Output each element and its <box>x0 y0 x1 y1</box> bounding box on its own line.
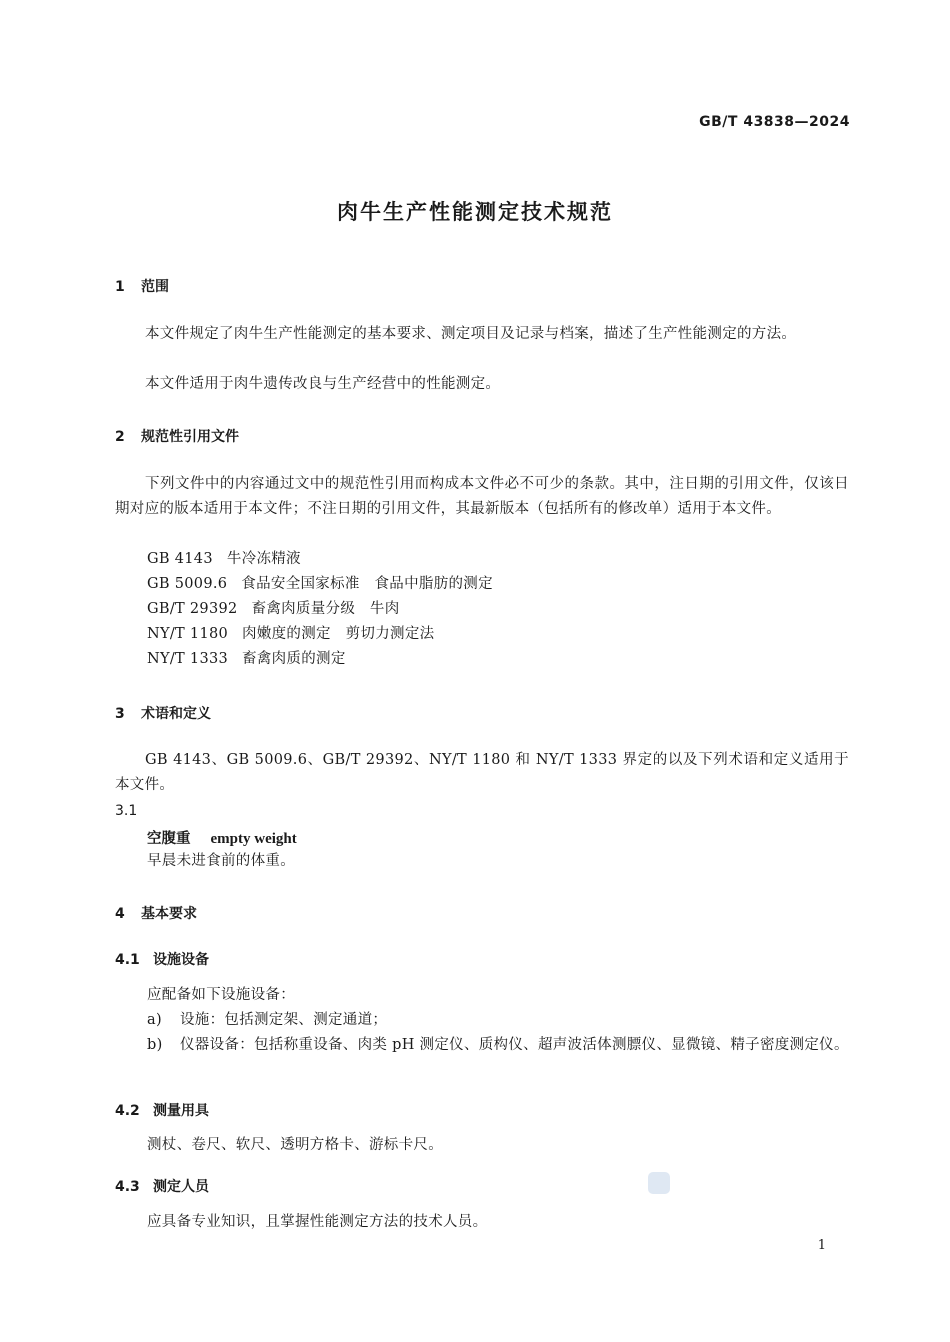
list-text: 设施：包括测定架、测定通道； <box>180 1012 388 1028</box>
reference-code: GB/T 29392 <box>147 601 238 617</box>
standard-code: GB/T 43838—2024 <box>699 114 850 130</box>
section-4-2-title: 测量用具 <box>153 1103 209 1119</box>
list-label: a) <box>147 1012 162 1028</box>
section-3-para-1: GB 4143、GB 5009.6、GB/T 29392、NY/T 1180 和 NY/T 1333 界定的以及下列术语和定义适用于本文件。 <box>115 752 849 793</box>
list-text: 仪器设备：包括称重设备、肉类 pH 测定仪、质构仪、超声波活体测膘仪、显微镜、精子密度测定仪。 <box>180 1037 849 1053</box>
section-4-1-number: 4.1 <box>115 952 140 968</box>
section-4-3-title: 测定人员 <box>153 1179 209 1195</box>
list-item <box>147 1008 387 1033</box>
section-3-number: 3 <box>115 706 125 722</box>
section-1-number: 1 <box>115 279 125 295</box>
watermark-logo <box>648 1172 670 1194</box>
page-number: 1 <box>817 1238 826 1253</box>
section-4-number: 4 <box>115 906 125 922</box>
section-4-1-heading <box>115 949 209 969</box>
term-number: 3.1 <box>115 803 138 819</box>
list-label: b) <box>147 1037 163 1053</box>
reference-row <box>147 622 434 647</box>
reference-code: GB 5009.6 <box>147 576 228 592</box>
section-4-3-number: 4.3 <box>115 1179 140 1195</box>
section-4-title: 基本要求 <box>141 906 197 922</box>
section-1-title: 范围 <box>141 279 169 295</box>
section-2-number: 2 <box>115 429 125 445</box>
section-4-2-number: 4.2 <box>115 1103 140 1119</box>
reference-code: NY/T 1333 <box>147 651 229 667</box>
measuring-tools-text: 测杖、卷尺、软尺、透明方格卡、游标卡尺。 <box>147 1137 443 1153</box>
section-1-para-2: 本文件适用于肉牛遗传改良与生产经营中的性能测定。 <box>145 376 501 392</box>
section-4-heading <box>115 903 197 923</box>
reference-code: NY/T 1180 <box>147 626 229 642</box>
reference-row <box>147 572 493 597</box>
personnel-text: 应具备专业知识，且掌握性能测定方法的技术人员。 <box>147 1214 488 1230</box>
reference-code: GB 4143 <box>147 551 213 567</box>
section-1-heading <box>115 276 169 296</box>
document-title: 肉牛生产性能测定技术规范 <box>337 200 613 224</box>
section-3-title: 术语和定义 <box>141 706 211 722</box>
equipment-intro: 应配备如下设施设备： <box>147 987 295 1003</box>
list-item <box>147 1033 849 1058</box>
section-2-para-1: 下列文件中的内容通过文中的规范性引用而构成本文件必不可少的条款。其中，注日期的引用文件，仅该日期对应的版本适用于本文件；不注日期的引用文件，其最新版本（包括所有的修改单）适用于本文件。 <box>115 476 849 517</box>
term-heading <box>147 827 297 848</box>
reference-title: 肉嫩度的测定 剪切力测定法 <box>242 626 435 642</box>
reference-title: 畜禽肉质的测定 <box>242 651 346 667</box>
reference-title: 牛冷冻精液 <box>226 551 301 567</box>
section-2-heading <box>115 426 239 446</box>
reference-row <box>147 597 400 622</box>
reference-title: 食品安全国家标准 食品中脂肪的测定 <box>241 576 493 592</box>
section-1-para-1: 本文件规定了肉牛生产性能测定的基本要求、测定项目及记录与档案，描述了生产性能测定的方法。 <box>145 326 797 342</box>
section-4-1-title: 设施设备 <box>153 952 209 968</box>
term-definition: 早晨未进食前的体重。 <box>147 853 295 869</box>
term-english: empty weight <box>210 831 297 847</box>
section-3-heading <box>115 703 211 723</box>
section-2-title: 规范性引用文件 <box>141 429 239 445</box>
section-4-2-heading <box>115 1100 209 1120</box>
reference-row <box>147 647 346 672</box>
section-4-3-heading <box>115 1176 209 1196</box>
term-chinese: 空腹重 <box>147 831 191 847</box>
reference-title: 畜禽肉质量分级 牛肉 <box>251 601 400 617</box>
reference-row <box>147 547 301 572</box>
